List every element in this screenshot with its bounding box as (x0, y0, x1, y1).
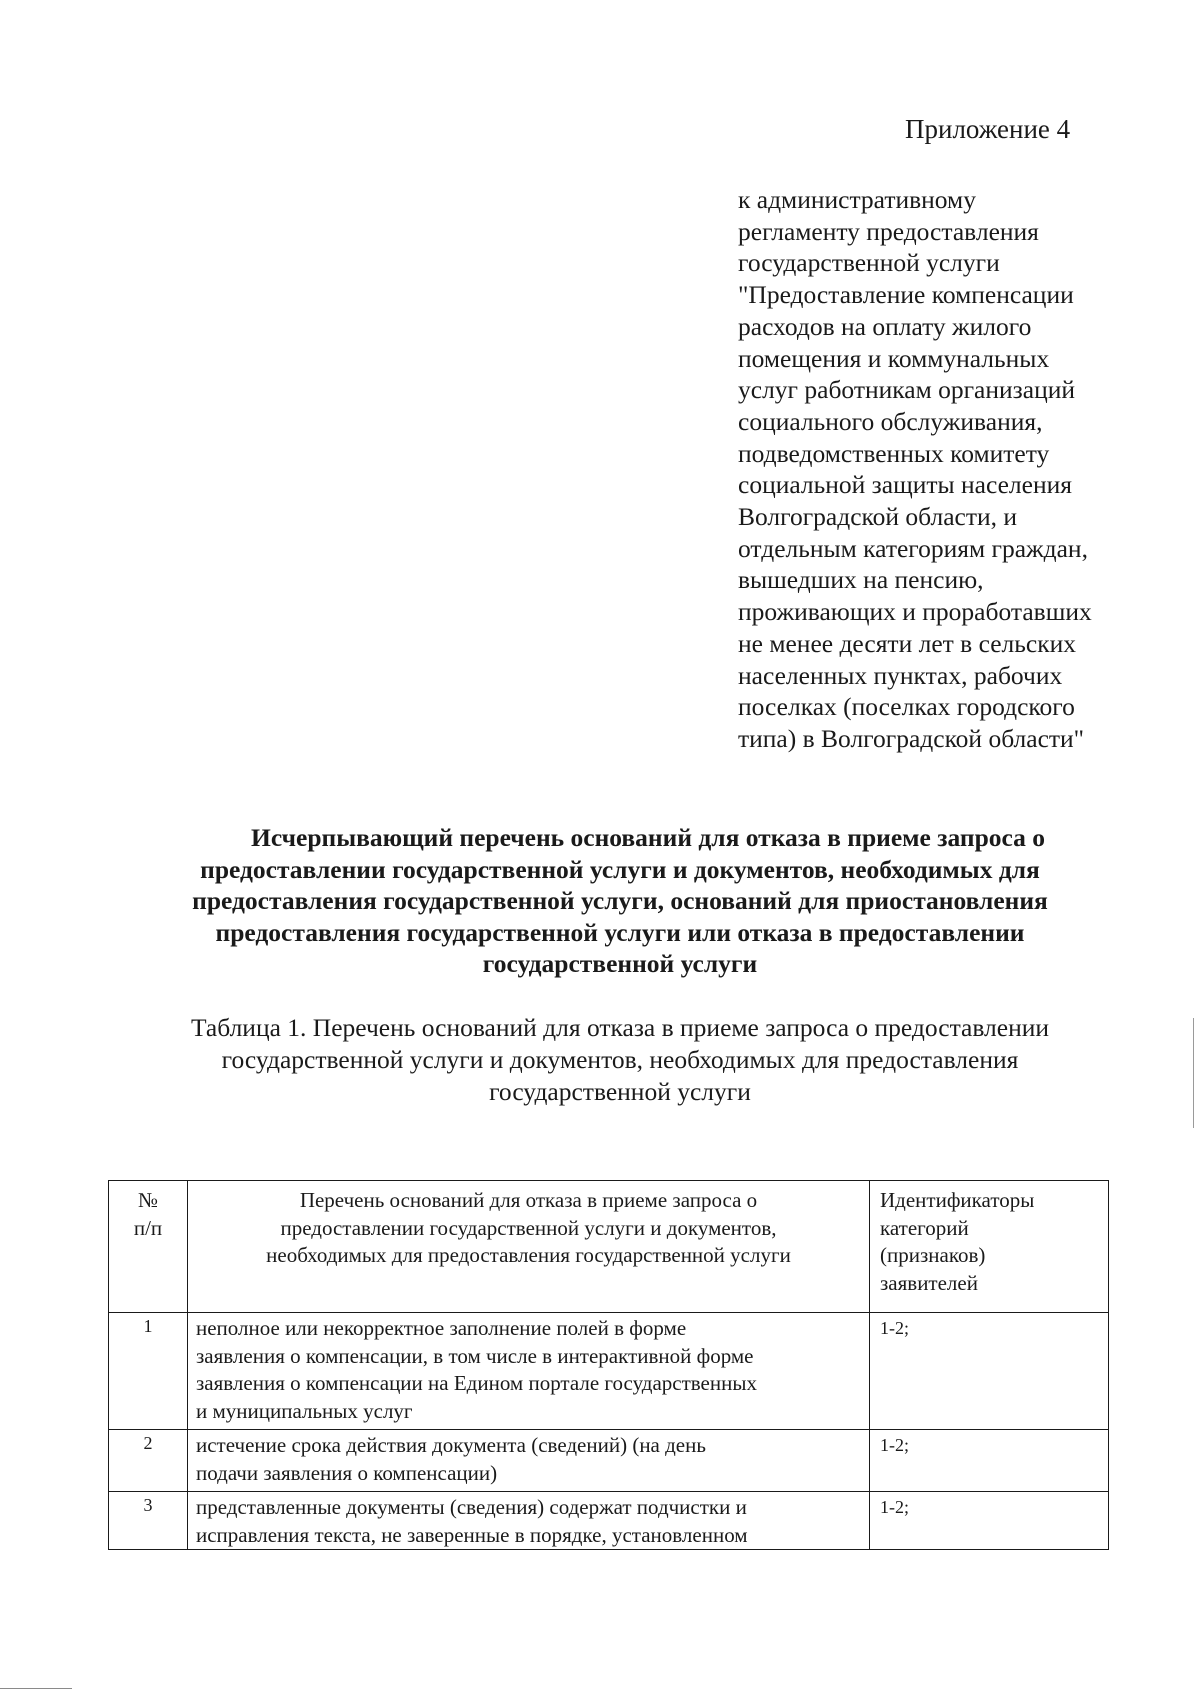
regulation-reference-line: расходов на оплату жилого (738, 311, 1032, 341)
table-row (109, 1492, 1109, 1550)
row-reason-line: заявления о компенсации, в том числе в интерактивной форме (196, 1343, 754, 1368)
row-reason-line: исправления текста, не заверенные в порядке, установленном (196, 1522, 748, 1547)
regulation-reference-line: социального обслуживания, (738, 406, 1043, 436)
row-reason-line: и муниципальных услуг (196, 1398, 413, 1423)
regulation-reference-line: услуг работникам организаций (738, 375, 1076, 405)
regulation-reference-line: государственной услуги (738, 248, 1000, 278)
regulation-reference-line: регламенту предоставления (738, 216, 1039, 246)
header-category-ids-line: Идентификаторы (880, 1188, 1035, 1212)
appendix-label: Приложение 4 (905, 114, 1071, 144)
regulation-reference (738, 184, 1178, 755)
scan-bottom-mark (0, 1688, 72, 1689)
header-category-ids-line: (признаков) (880, 1243, 986, 1267)
regulation-reference-line: Волгоградской области, и (738, 502, 1018, 532)
scan-edge-mark (1193, 1018, 1194, 1128)
header-reasons (188, 1181, 870, 1313)
table-caption (130, 1012, 1110, 1108)
row-number: 2 (109, 1430, 188, 1492)
grounds-table (108, 1180, 1109, 1550)
regulation-reference-line: типа) в Волгоградской области" (738, 723, 1085, 753)
row-reason (188, 1313, 870, 1430)
row-reason-line: представленные документы (сведения) содержат подчистки и (196, 1495, 747, 1519)
header-number-line: п/п (133, 1215, 163, 1240)
header-number-line: № (137, 1188, 159, 1212)
table-caption-line: государственной услуги и документов, необходимых для предоставления (221, 1045, 1019, 1074)
row-reason (188, 1430, 870, 1492)
document-heading (130, 822, 1110, 980)
regulation-reference-line: поселках (поселках городского (738, 692, 1075, 722)
document-heading-line: предоставления государственной услуги или отказа в предоставлении (215, 917, 1025, 947)
header-reasons-line: Перечень оснований для отказа в приеме запроса о (299, 1188, 758, 1212)
regulation-reference-line: вышедших на пенсию, (738, 565, 984, 595)
header-category-ids (870, 1181, 1109, 1313)
table-row (109, 1313, 1109, 1430)
row-reason-line: заявления о компенсации на Едином портале государственных (196, 1371, 757, 1395)
document-heading-line: Исчерпывающий перечень оснований для отказа в приеме запроса о (250, 823, 1046, 852)
regulation-reference-line: подведомственных комитету (738, 438, 1050, 468)
header-reasons-line: необходимых для предоставления государственной услуги (266, 1243, 791, 1267)
regulation-reference-line: помещения и коммунальных (738, 343, 1050, 373)
row-category-ids: 1-2; (870, 1313, 1109, 1430)
regulation-reference-line: не менее десяти лет в сельских (738, 628, 1076, 658)
table-caption-line: Таблица 1. Перечень оснований для отказа в приеме запроса о предоставлении (190, 1013, 1050, 1042)
row-reason-line: неполное или некорректное заполнение полей в форме (196, 1316, 687, 1340)
document-heading-line: государственной услуги (482, 949, 758, 978)
row-number: 3 (109, 1492, 188, 1550)
table-row (109, 1430, 1109, 1492)
row-reason-line: подачи заявления о компенсации) (196, 1460, 498, 1485)
regulation-reference-line: к административному (738, 185, 976, 214)
header-reasons-line: предоставлении государственной услуги и документов, (280, 1215, 777, 1240)
regulation-reference-line: социальной защиты населения (738, 470, 1072, 500)
row-reason (188, 1492, 870, 1550)
header-category-ids-line: категорий (880, 1215, 969, 1240)
regulation-reference-line: отдельным категориям граждан, (738, 533, 1088, 563)
header-number (109, 1181, 188, 1313)
table-caption-line: государственной услуги (489, 1077, 751, 1106)
regulation-reference-line: населенных пунктах, рабочих (738, 660, 1063, 690)
document-heading-line: предоставления государственной услуги, оснований для приостановления (192, 886, 1048, 915)
regulation-reference-line: "Предоставление компенсации (738, 280, 1074, 310)
row-number: 1 (109, 1313, 188, 1430)
row-category-ids: 1-2; (870, 1492, 1109, 1550)
regulation-reference-line: проживающих и проработавших (738, 597, 1092, 627)
document-heading-line: предоставлении государственной услуги и документов, необходимых для (200, 854, 1040, 884)
table-header-row (109, 1181, 1109, 1313)
header-category-ids-line: заявителей (880, 1270, 978, 1295)
row-reason-line: истечение срока действия документа (сведений) (на день (196, 1433, 706, 1457)
row-category-ids: 1-2; (870, 1430, 1109, 1492)
